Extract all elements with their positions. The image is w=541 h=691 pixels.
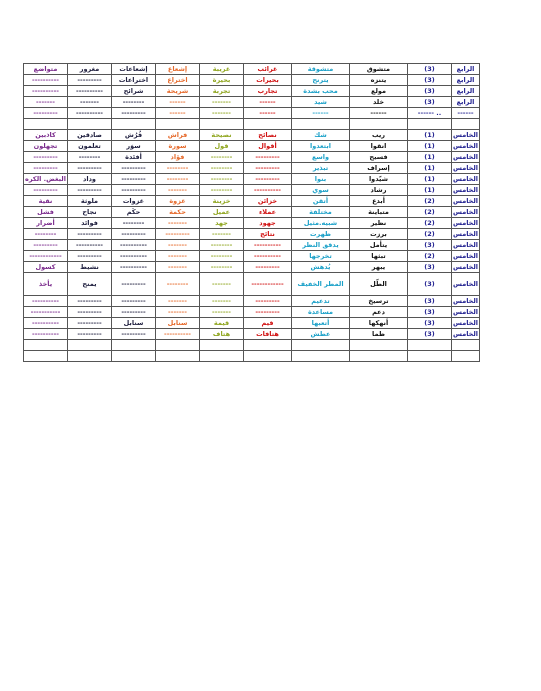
- plural-form-cell: ---------: [244, 307, 292, 318]
- word-cell: أنهكها: [350, 318, 408, 329]
- word-cell: دعم: [350, 307, 408, 318]
- plural-cell: اختراعات: [112, 75, 156, 86]
- plural-cell: --------: [112, 218, 156, 229]
- lesson-cell: (3): [408, 307, 452, 318]
- grade-cell: الخامس: [453, 208, 479, 216]
- table-row: [24, 318, 480, 329]
- singular-form-cell: -------: [200, 229, 244, 240]
- plural-form-cell: ------: [244, 108, 292, 119]
- plural-cell: حكَم: [112, 207, 156, 218]
- table-row: [24, 152, 480, 163]
- word-cell: متشوق: [350, 64, 408, 75]
- antonym-cell: يأخذ: [24, 273, 68, 296]
- plural-cell: سوَر: [112, 141, 156, 152]
- singular-form-cell: -------: [200, 108, 244, 119]
- table-row: [24, 163, 480, 174]
- meaning-cell: مختلفة: [292, 207, 350, 218]
- singular-form-cell: [200, 119, 244, 130]
- singular-cell: ------: [156, 108, 200, 119]
- singular-form-cell: [200, 340, 244, 351]
- grade-cell: [452, 340, 480, 351]
- plural-form-cell: غرائب: [244, 64, 292, 75]
- word-cell: مولع: [350, 86, 408, 97]
- singular-cell: -------: [156, 185, 200, 196]
- plural-form-cell: هتافات: [244, 329, 292, 340]
- lesson-cell: (2): [408, 218, 452, 229]
- opposite-word-cell: تعلمون: [68, 141, 112, 152]
- plural-cell: [112, 351, 156, 362]
- opposite-word-cell: وداد: [68, 174, 112, 185]
- plural-form-cell: ---------: [244, 174, 292, 185]
- antonym-cell: [24, 119, 68, 130]
- singular-form-cell: -------: [200, 307, 244, 318]
- plural-cell: [112, 119, 156, 130]
- singular-form-cell: غريبة: [200, 64, 244, 75]
- lesson-cell: (3): [408, 273, 452, 296]
- singular-form-cell: -------: [200, 97, 244, 108]
- antonym-cell: ---------: [24, 108, 68, 119]
- antonym-cell: ---------: [24, 163, 68, 174]
- table-row: [24, 273, 480, 296]
- lesson-cell: (3): [408, 318, 452, 329]
- grade-cell: الخامس: [453, 164, 479, 172]
- plural-form-cell: عملاء: [244, 207, 292, 218]
- singular-cell: [156, 340, 200, 351]
- antonym-cell: أضرار: [24, 218, 68, 229]
- plural-form-cell: ---------: [244, 163, 292, 174]
- opposite-word-cell: نجاح: [68, 207, 112, 218]
- opposite-word-cell: ---------: [68, 251, 112, 262]
- antonym-cell: ----------: [24, 296, 68, 307]
- word-cell: يبهر: [350, 262, 408, 273]
- opposite-word-cell: ----------: [68, 86, 112, 97]
- antonym-cell: ------------: [24, 251, 68, 262]
- lesson-cell: (3): [408, 86, 452, 97]
- meaning-cell: يُدهش: [292, 262, 350, 273]
- meaning-cell: مساعدة: [292, 307, 350, 318]
- antonym-cell: -----------: [24, 307, 68, 318]
- meaning-cell: أتعبها: [292, 318, 350, 329]
- plural-form-cell: جهود: [244, 218, 292, 229]
- plural-cell: ---------: [112, 229, 156, 240]
- antonym-cell: فشل: [24, 207, 68, 218]
- meaning-cell: ظهرت: [292, 229, 350, 240]
- table-row: [24, 141, 480, 152]
- grade-cell: الخامس: [453, 252, 479, 260]
- singular-cell: فؤاد: [156, 152, 200, 163]
- lesson-cell: (1): [408, 174, 452, 185]
- grade-cell: الرابع: [452, 86, 480, 97]
- grade-cell: ------: [452, 108, 480, 119]
- lesson-cell: (2): [408, 207, 452, 218]
- singular-cell: حكمة: [156, 207, 200, 218]
- plural-form-cell: ------: [244, 97, 292, 108]
- singular-cell: [156, 119, 200, 130]
- singular-form-cell: جهد: [200, 218, 244, 229]
- plural-cell: شرائح: [112, 86, 156, 97]
- singular-form-cell: --------: [200, 174, 244, 185]
- plural-form-cell: ---------: [244, 152, 292, 163]
- plural-form-cell: نصائح: [244, 130, 292, 141]
- plural-cell: سنابل: [112, 318, 156, 329]
- lesson-cell: (1): [408, 141, 452, 152]
- plural-form-cell: [244, 340, 292, 351]
- lesson-cell: (1): [408, 130, 452, 141]
- opposite-word-cell: [68, 119, 112, 130]
- plural-form-cell: ---------: [244, 262, 292, 273]
- opposite-word-cell: ----------: [68, 108, 112, 119]
- word-cell: [350, 351, 408, 362]
- table-row: [24, 307, 480, 318]
- word-cell: [350, 119, 408, 130]
- lesson-cell: (3): [408, 262, 452, 273]
- meaning-cell: شبيه.مثيل: [292, 218, 350, 229]
- plural-cell: ---------: [112, 296, 156, 307]
- meaning-cell: [292, 351, 350, 362]
- grade-cell: الخامس: [452, 273, 480, 296]
- opposite-word-cell: ---------: [68, 163, 112, 174]
- singular-form-cell: هتاف: [200, 329, 244, 340]
- meaning-cell: أتقن: [292, 196, 350, 207]
- table-row: [24, 185, 480, 196]
- singular-form-cell: تجربة: [200, 86, 244, 97]
- singular-form-cell: عميل: [200, 207, 244, 218]
- plural-cell: ---------: [112, 185, 156, 196]
- singular-form-cell: --------: [200, 185, 244, 196]
- lesson-cell: [408, 119, 452, 130]
- singular-cell: -------: [156, 218, 200, 229]
- antonym-cell: نقية: [24, 196, 68, 207]
- opposite-word-cell: ---------: [68, 75, 112, 86]
- singular-cell: --------: [156, 273, 200, 296]
- lesson-cell: (3): [408, 329, 452, 340]
- meaning-cell: تبذير: [292, 163, 350, 174]
- grade-cell: الخامس: [453, 230, 479, 238]
- plural-cell: ---------: [112, 307, 156, 318]
- plural-cell: ---------: [112, 163, 156, 174]
- word-cell: انقوا: [350, 141, 408, 152]
- singular-form-cell: -------: [200, 296, 244, 307]
- singular-cell: سنابل: [156, 318, 200, 329]
- word-cell: الطّل: [350, 273, 408, 296]
- lesson-cell: (3): [408, 240, 452, 251]
- grade-cell: الخامس: [453, 297, 479, 305]
- plural-form-cell: ----------: [244, 185, 292, 196]
- meaning-cell: ------: [292, 108, 350, 119]
- lesson-cell: (1): [408, 185, 452, 196]
- antonym-cell: [24, 351, 68, 362]
- singular-form-cell: --------: [200, 240, 244, 251]
- table-row: [24, 296, 480, 307]
- word-cell: فسيح: [350, 152, 408, 163]
- meaning-cell: شك: [292, 130, 350, 141]
- grade-cell: الخامس: [453, 131, 479, 139]
- singular-cell: إشعاع: [156, 64, 200, 75]
- opposite-word-cell: ---------: [68, 329, 112, 340]
- plural-form-cell: نتائج: [244, 229, 292, 240]
- word-cell: أبدع: [350, 196, 408, 207]
- plural-cell: ---------: [112, 273, 156, 296]
- table-row: [24, 229, 480, 240]
- plural-cell: ---------: [112, 174, 156, 185]
- lesson-cell: (2): [408, 229, 452, 240]
- opposite-word-cell: صادقين: [68, 130, 112, 141]
- antonym-cell: ---------: [24, 152, 68, 163]
- word-cell: يتأمل: [350, 240, 408, 251]
- meaning-cell: واسع: [292, 152, 350, 163]
- table-row: [24, 86, 480, 97]
- plural-cell: ---------: [112, 108, 156, 119]
- plural-form-cell: خزائن: [244, 196, 292, 207]
- singular-cell: ---------: [156, 229, 200, 240]
- plural-cell: ----------: [112, 262, 156, 273]
- lesson-cell: (3): [408, 296, 452, 307]
- table-row: [24, 174, 480, 185]
- opposite-word-cell: ----------: [68, 240, 112, 251]
- table-row: [24, 340, 480, 351]
- word-cell: إسراف: [350, 163, 408, 174]
- plural-form-cell: ------------: [244, 273, 292, 296]
- word-cell: ------: [350, 108, 408, 119]
- grade-cell: الخامس: [453, 186, 479, 194]
- word-cell: متباينة: [350, 207, 408, 218]
- opposite-word-cell: فوائد: [68, 218, 112, 229]
- table-row: [24, 97, 480, 108]
- singular-cell: اختراع: [156, 75, 200, 86]
- grade-cell: الخامس: [453, 219, 479, 227]
- singular-cell: -------: [156, 240, 200, 251]
- singular-form-cell: --------: [200, 163, 244, 174]
- antonym-cell: --------: [24, 229, 68, 240]
- grade-cell: الخامس: [453, 263, 479, 271]
- singular-cell: [156, 351, 200, 362]
- plural-form-cell: ----------: [244, 240, 292, 251]
- antonym-cell: تجهلون: [24, 141, 68, 152]
- antonym-cell: ---------: [24, 240, 68, 251]
- lesson-cell: (1): [408, 152, 452, 163]
- lesson-cell: (3): [408, 97, 452, 108]
- word-cell: شيّدوا: [350, 174, 408, 185]
- table-row: [24, 119, 480, 130]
- opposite-word-cell: ---------: [68, 318, 112, 329]
- lesson-cell: (3): [408, 64, 452, 75]
- word-cell: تبثها: [350, 251, 408, 262]
- opposite-word-cell: ملوثة: [68, 196, 112, 207]
- antonym-cell: ---------: [24, 185, 68, 196]
- opposite-word-cell: -------: [68, 97, 112, 108]
- grade-cell: الرابع: [452, 97, 480, 108]
- plural-cell: أفئدة: [112, 152, 156, 163]
- singular-cell: ------: [156, 97, 200, 108]
- opposite-word-cell: مغرور: [68, 64, 112, 75]
- singular-form-cell: خزينة: [200, 196, 244, 207]
- grade-cell: الخامس: [453, 330, 479, 338]
- table-row: [24, 196, 480, 207]
- opposite-word-cell: [68, 340, 112, 351]
- antonym-cell: [24, 340, 68, 351]
- singular-form-cell: --------: [200, 262, 244, 273]
- singular-cell: -------: [156, 296, 200, 307]
- plural-form-cell: ---------: [244, 296, 292, 307]
- singular-cell: --------: [156, 163, 200, 174]
- word-cell: [350, 340, 408, 351]
- plural-form-cell: ----------: [244, 251, 292, 262]
- plural-form-cell: بحيرات: [244, 75, 292, 86]
- opposite-word-cell: يمنح: [68, 273, 112, 296]
- antonym-cell: -------: [24, 97, 68, 108]
- antonym-cell: ----------: [24, 329, 68, 340]
- plural-form-cell: [244, 119, 292, 130]
- singular-cell: غزوة: [156, 196, 200, 207]
- table-row: [24, 64, 480, 75]
- opposite-word-cell: ---------: [68, 296, 112, 307]
- meaning-cell: ابتعدوا: [292, 141, 350, 152]
- word-cell: نظير: [350, 218, 408, 229]
- singular-cell: --------: [156, 174, 200, 185]
- plural-cell: ----------: [112, 240, 156, 251]
- singular-cell: -------: [156, 307, 200, 318]
- meaning-cell: بنوا: [292, 174, 350, 185]
- plural-form-cell: أقوال: [244, 141, 292, 152]
- grade-cell: [452, 351, 480, 362]
- table-row: [24, 329, 480, 340]
- plural-form-cell: تجارب: [244, 86, 292, 97]
- meaning-cell: شيد: [292, 97, 350, 108]
- meaning-cell: المطر الخفيف: [292, 273, 350, 296]
- grade-cell: الخامس: [453, 319, 479, 327]
- singular-form-cell: قول: [200, 141, 244, 152]
- meaning-cell: محب بشدة: [292, 86, 350, 97]
- plural-form-cell: قيم: [244, 318, 292, 329]
- plural-cell: --------: [112, 97, 156, 108]
- grade-cell: الخامس: [453, 175, 479, 183]
- table-row: [24, 207, 480, 218]
- table-row: [24, 240, 480, 251]
- table-row: [24, 108, 480, 119]
- opposite-word-cell: ---------: [68, 185, 112, 196]
- singular-form-cell: بحيرة: [200, 75, 244, 86]
- vocabulary-table: [23, 63, 480, 362]
- plural-cell: فُرُش: [112, 130, 156, 141]
- plural-cell: ---------: [112, 329, 156, 340]
- antonym-cell: كاذبين: [24, 130, 68, 141]
- antonym-cell: كسول: [24, 262, 68, 273]
- word-cell: يتنزه: [350, 75, 408, 86]
- table-row: [24, 251, 480, 262]
- antonym-cell: البغض. الكره: [25, 175, 66, 183]
- singular-cell: شريحة: [156, 86, 200, 97]
- grade-cell: الرابع: [452, 64, 480, 75]
- singular-cell: -------: [156, 251, 200, 262]
- antonym-cell: ----------: [24, 86, 68, 97]
- table-row: [24, 351, 480, 362]
- grade-cell: الخامس: [453, 142, 479, 150]
- opposite-word-cell: ---------: [68, 307, 112, 318]
- table-row: [24, 218, 480, 229]
- grade-cell: [452, 119, 480, 130]
- lesson-cell: (2): [408, 251, 452, 262]
- singular-form-cell: -------: [200, 273, 244, 296]
- lesson-cell: [408, 351, 452, 362]
- antonym-cell: ----------: [24, 75, 68, 86]
- lesson-cell: (1): [408, 163, 452, 174]
- table-row: [24, 75, 480, 86]
- singular-cell: فراش: [156, 130, 200, 141]
- word-cell: رشاد: [350, 185, 408, 196]
- grade-cell: الخامس: [453, 153, 479, 161]
- grade-cell: الخامس: [453, 241, 479, 249]
- word-cell: ظما: [350, 329, 408, 340]
- meaning-cell: سوي: [292, 185, 350, 196]
- grade-cell: الرابع: [452, 75, 480, 86]
- meaning-cell: يترنح: [292, 75, 350, 86]
- singular-form-cell: --------: [200, 251, 244, 262]
- table-row: [24, 262, 480, 273]
- antonym-cell: ----------: [24, 318, 68, 329]
- singular-form-cell: [200, 351, 244, 362]
- plural-cell: ----------: [112, 251, 156, 262]
- meaning-cell: يدقق النظر: [292, 240, 350, 251]
- word-cell: برزت: [350, 229, 408, 240]
- singular-form-cell: قيمة: [200, 318, 244, 329]
- antonym-cell: متواضع: [24, 64, 68, 75]
- lesson-cell: [408, 340, 452, 351]
- opposite-word-cell: ---------: [68, 229, 112, 240]
- singular-cell: -------: [156, 262, 200, 273]
- word-cell: ترسيخ: [350, 296, 408, 307]
- meaning-cell: عطش: [292, 329, 350, 340]
- table-row: [24, 130, 480, 141]
- opposite-word-cell: --------: [68, 152, 112, 163]
- plural-form-cell: [244, 351, 292, 362]
- grade-cell: الخامس: [453, 197, 479, 205]
- singular-form-cell: نصيحة: [200, 130, 244, 141]
- meaning-cell: [292, 340, 350, 351]
- lesson-cell: ------ ..: [408, 108, 452, 119]
- singular-cell: ----------: [156, 329, 200, 340]
- singular-cell: سورة: [156, 141, 200, 152]
- word-cell: خلد: [350, 97, 408, 108]
- opposite-word-cell: [68, 351, 112, 362]
- grade-cell: الخامس: [453, 308, 479, 316]
- plural-cell: إشعاعات: [112, 64, 156, 75]
- lesson-cell: (2): [408, 196, 452, 207]
- meaning-cell: تخرجها: [292, 251, 350, 262]
- meaning-cell: [292, 119, 350, 130]
- singular-form-cell: --------: [200, 152, 244, 163]
- lesson-cell: (3): [408, 75, 452, 86]
- plural-cell: [112, 340, 156, 351]
- word-cell: ريب: [350, 130, 408, 141]
- meaning-cell: متشوقة: [292, 64, 350, 75]
- plural-cell: غزوات: [112, 196, 156, 207]
- meaning-cell: تدعيم: [292, 296, 350, 307]
- opposite-word-cell: نشيط: [68, 262, 112, 273]
